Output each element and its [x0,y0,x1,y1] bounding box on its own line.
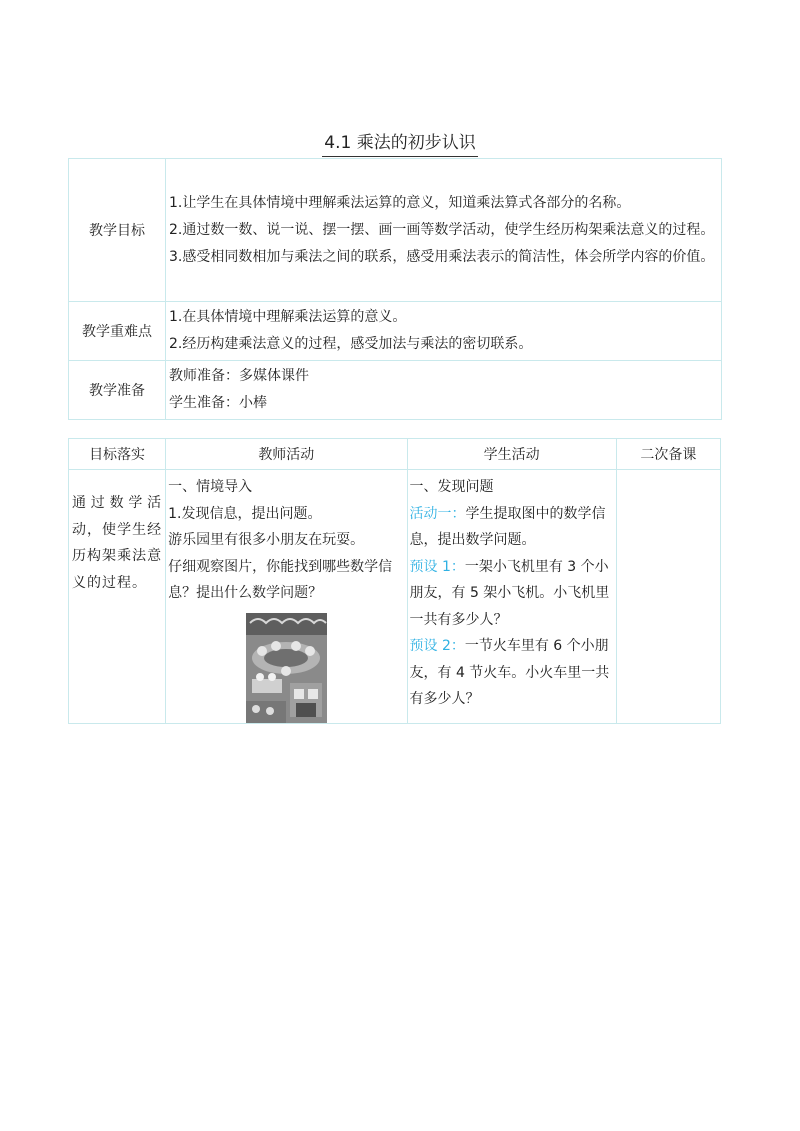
goals-row [69,159,722,302]
activity-text: 学生提取图中的数学信息，提出数学问题。 [409,505,606,548]
preparation-row [69,361,722,420]
student-cell [407,470,616,724]
student-section: 一、发现问题 [409,479,494,495]
preset-2-label: 预设 2： [409,638,465,654]
key-points-content [166,302,722,361]
goal-line-3: 3.感受相同数相加与乘法之间的联系，感受用乘法表示的简洁性，体会所学内容的价值。 [169,248,715,265]
lesson-overview-table [68,158,722,420]
key-point-line-2: 2.经历构建乘法意义的过程，感受加法与乘法的密切联系。 [169,336,533,352]
page-title [0,131,800,157]
preparation-label: 教学准备 [69,361,166,420]
page-title-text: 4.1 乘法的初步认识 [322,131,477,157]
activity-table [68,438,721,724]
goals-label: 教学目标 [69,159,166,302]
activity-row [69,470,721,724]
student-preset-1 [410,554,614,634]
notes-cell [616,470,720,724]
playground-scene-image [246,613,327,723]
preset-1-text: 一架小飞机里有 3 个小朋友，有 5 架小飞机。小飞机里一共有多少人？ [409,558,610,628]
key-points-row [69,302,722,361]
key-points-label: 教学重难点 [69,302,166,361]
preparation-line-2: 学生准备：小棒 [169,395,267,411]
teacher-section: 一、情境导入 [168,479,253,495]
student-activity [410,501,614,554]
teacher-cell [166,470,407,724]
activity-label: 活动一： [409,505,466,522]
goal-cell: 通过数学活动，使学生经历构架乘法意义的过程。 [69,470,166,724]
goal-line-2: 2.通过数一数、说一说、摆一摆、画一画等数学活动，使学生经历构架乘法意义的过程。 [169,221,715,238]
activity-header-row [69,439,721,470]
goal-line-1: 1.让学生在具体情境中理解乘法运算的意义，知道乘法算式各部分的名称。 [169,194,631,211]
preset-1-label: 预设 1： [409,558,465,575]
student-preset-2 [410,633,614,713]
preparation-line-1: 教师准备：多媒体课件 [169,368,309,384]
header-teacher: 教师活动 [166,439,407,470]
goals-content [166,159,722,302]
teacher-text-2: 仔细观察图片，你能找到哪些数学信息？提出什么数学问题？ [168,558,393,601]
teacher-text-1: 游乐园里有很多小朋友在玩耍。 [168,532,365,548]
key-point-line-1: 1.在具体情境中理解乘法运算的意义。 [169,309,407,325]
header-notes: 二次备课 [616,439,720,470]
teacher-step: 1.发现信息，提出问题。 [168,505,322,522]
header-goal: 目标落实 [69,439,166,470]
preparation-content [166,361,722,420]
preset-2-text: 一节火车里有 6 个小朋友，有 4 节火车。小火车里一共有多少人？ [409,638,610,707]
header-student: 学生活动 [407,439,616,470]
